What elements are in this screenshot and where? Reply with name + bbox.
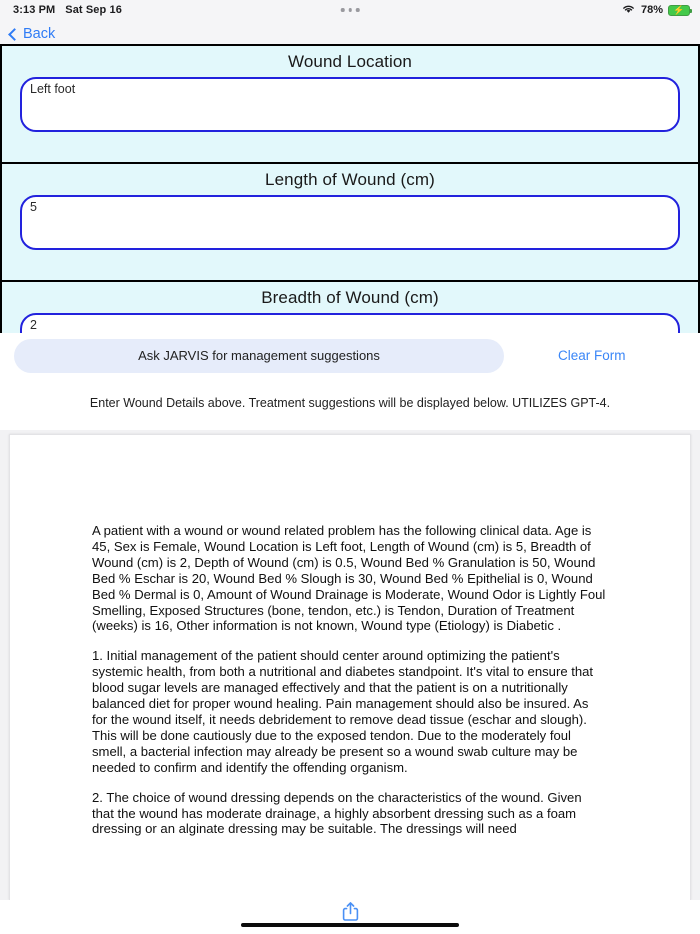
field-wound-location	[0, 44, 700, 164]
status-time: 3:13 PM	[13, 4, 56, 16]
three-dots-icon	[356, 8, 360, 12]
status-bar-left	[13, 4, 122, 16]
field-label: Wound Location	[288, 52, 412, 71]
suggestion-paragraph-2: 2. The choice of wound dressing depends on the characteristics of the wound. Given that the wound has moderate drainage, a highly absorbent dressing such as a foam dressing or an alginate dressing may be suitable. The dressings will need	[92, 789, 582, 837]
wound-details-form	[0, 44, 700, 333]
back-button[interactable]	[10, 26, 55, 42]
form-hint-text: Enter Wound Details above. Treatment suggestions will be displayed below. UTILIZES GPT-4.	[89, 396, 611, 410]
status-date: Sat Sep 16	[65, 4, 122, 16]
battery-percent: 78%	[640, 4, 663, 16]
action-row	[0, 333, 700, 378]
bolt-icon: ⚡	[673, 4, 685, 15]
field-label: Breadth of Wound (cm)	[261, 288, 439, 307]
suggestion-paragraph-1: 1. Initial management of the patient should center around optimizing the patient's systemic health, from both a nutritional and diabetes standpoint. It's vital to ensure that blood sugar levels are managed effectively and that the patient is on a nutritionally balanced diet for proper wound healing. Pain management should also be insured. As for the wound itself, it needs debridement to remove dead tissue (eschar and slough). This will be done cautiously due to the exposed tendon. Due to the moderately foul smell, a bacterial infection may already be present so a wound swab culture may be needed to confirm and identify the offending organism.	[92, 648, 594, 775]
suggestions-content	[92, 523, 607, 837]
status-bar-right	[621, 3, 690, 17]
three-dots-icon	[348, 8, 352, 12]
wifi-icon	[621, 3, 636, 17]
output-card-wrapper	[0, 430, 700, 900]
clear-form-button[interactable]: Clear Form	[558, 348, 626, 363]
three-dots-icon	[341, 8, 345, 12]
home-indicator	[241, 923, 459, 928]
wound-location-input[interactable]: Left foot	[20, 77, 680, 132]
battery-icon	[668, 5, 690, 16]
chevron-left-icon	[8, 28, 21, 41]
ask-jarvis-button[interactable]: Ask JARVIS for management suggestions	[14, 339, 504, 373]
suggestions-card[interactable]	[9, 434, 691, 900]
bottom-toolbar	[0, 900, 700, 934]
field-length-of-wound	[0, 162, 700, 282]
back-button-label: Back	[23, 26, 56, 42]
status-bar	[0, 0, 700, 20]
length-of-wound-input[interactable]: 5	[20, 195, 680, 250]
clinical-data-paragraph: A patient with a wound or wound related problem has the following clinical data. Age is 45, Sex is Female, Wound Location is Left foot, Length of Wound (cm) is 5, Breadth of Wound (cm) is 2, Depth of Wound (cm) is 0.5, Wound Bed % Granulation is 50, Wound Bed % Eschar is 20, Wound Bed % Slough is 30, Wound Bed % Epithelial is 0, Wound Bed % Dermal is 0, Amount of Wound Drainage is Moderate, Wound Odor is Lightly Foul Smelling, Exposed Structures (bone, tendon, etc.) is Tendon, Duration of Treatment (weeks) is 16, Other information is not known, Wound type (Etiology) is Diabetic .	[92, 523, 606, 634]
multitask-indicator[interactable]	[341, 8, 360, 12]
field-breadth-of-wound	[0, 280, 700, 333]
field-label: Length of Wound (cm)	[265, 170, 435, 189]
breadth-of-wound-input[interactable]: 2	[20, 313, 680, 333]
